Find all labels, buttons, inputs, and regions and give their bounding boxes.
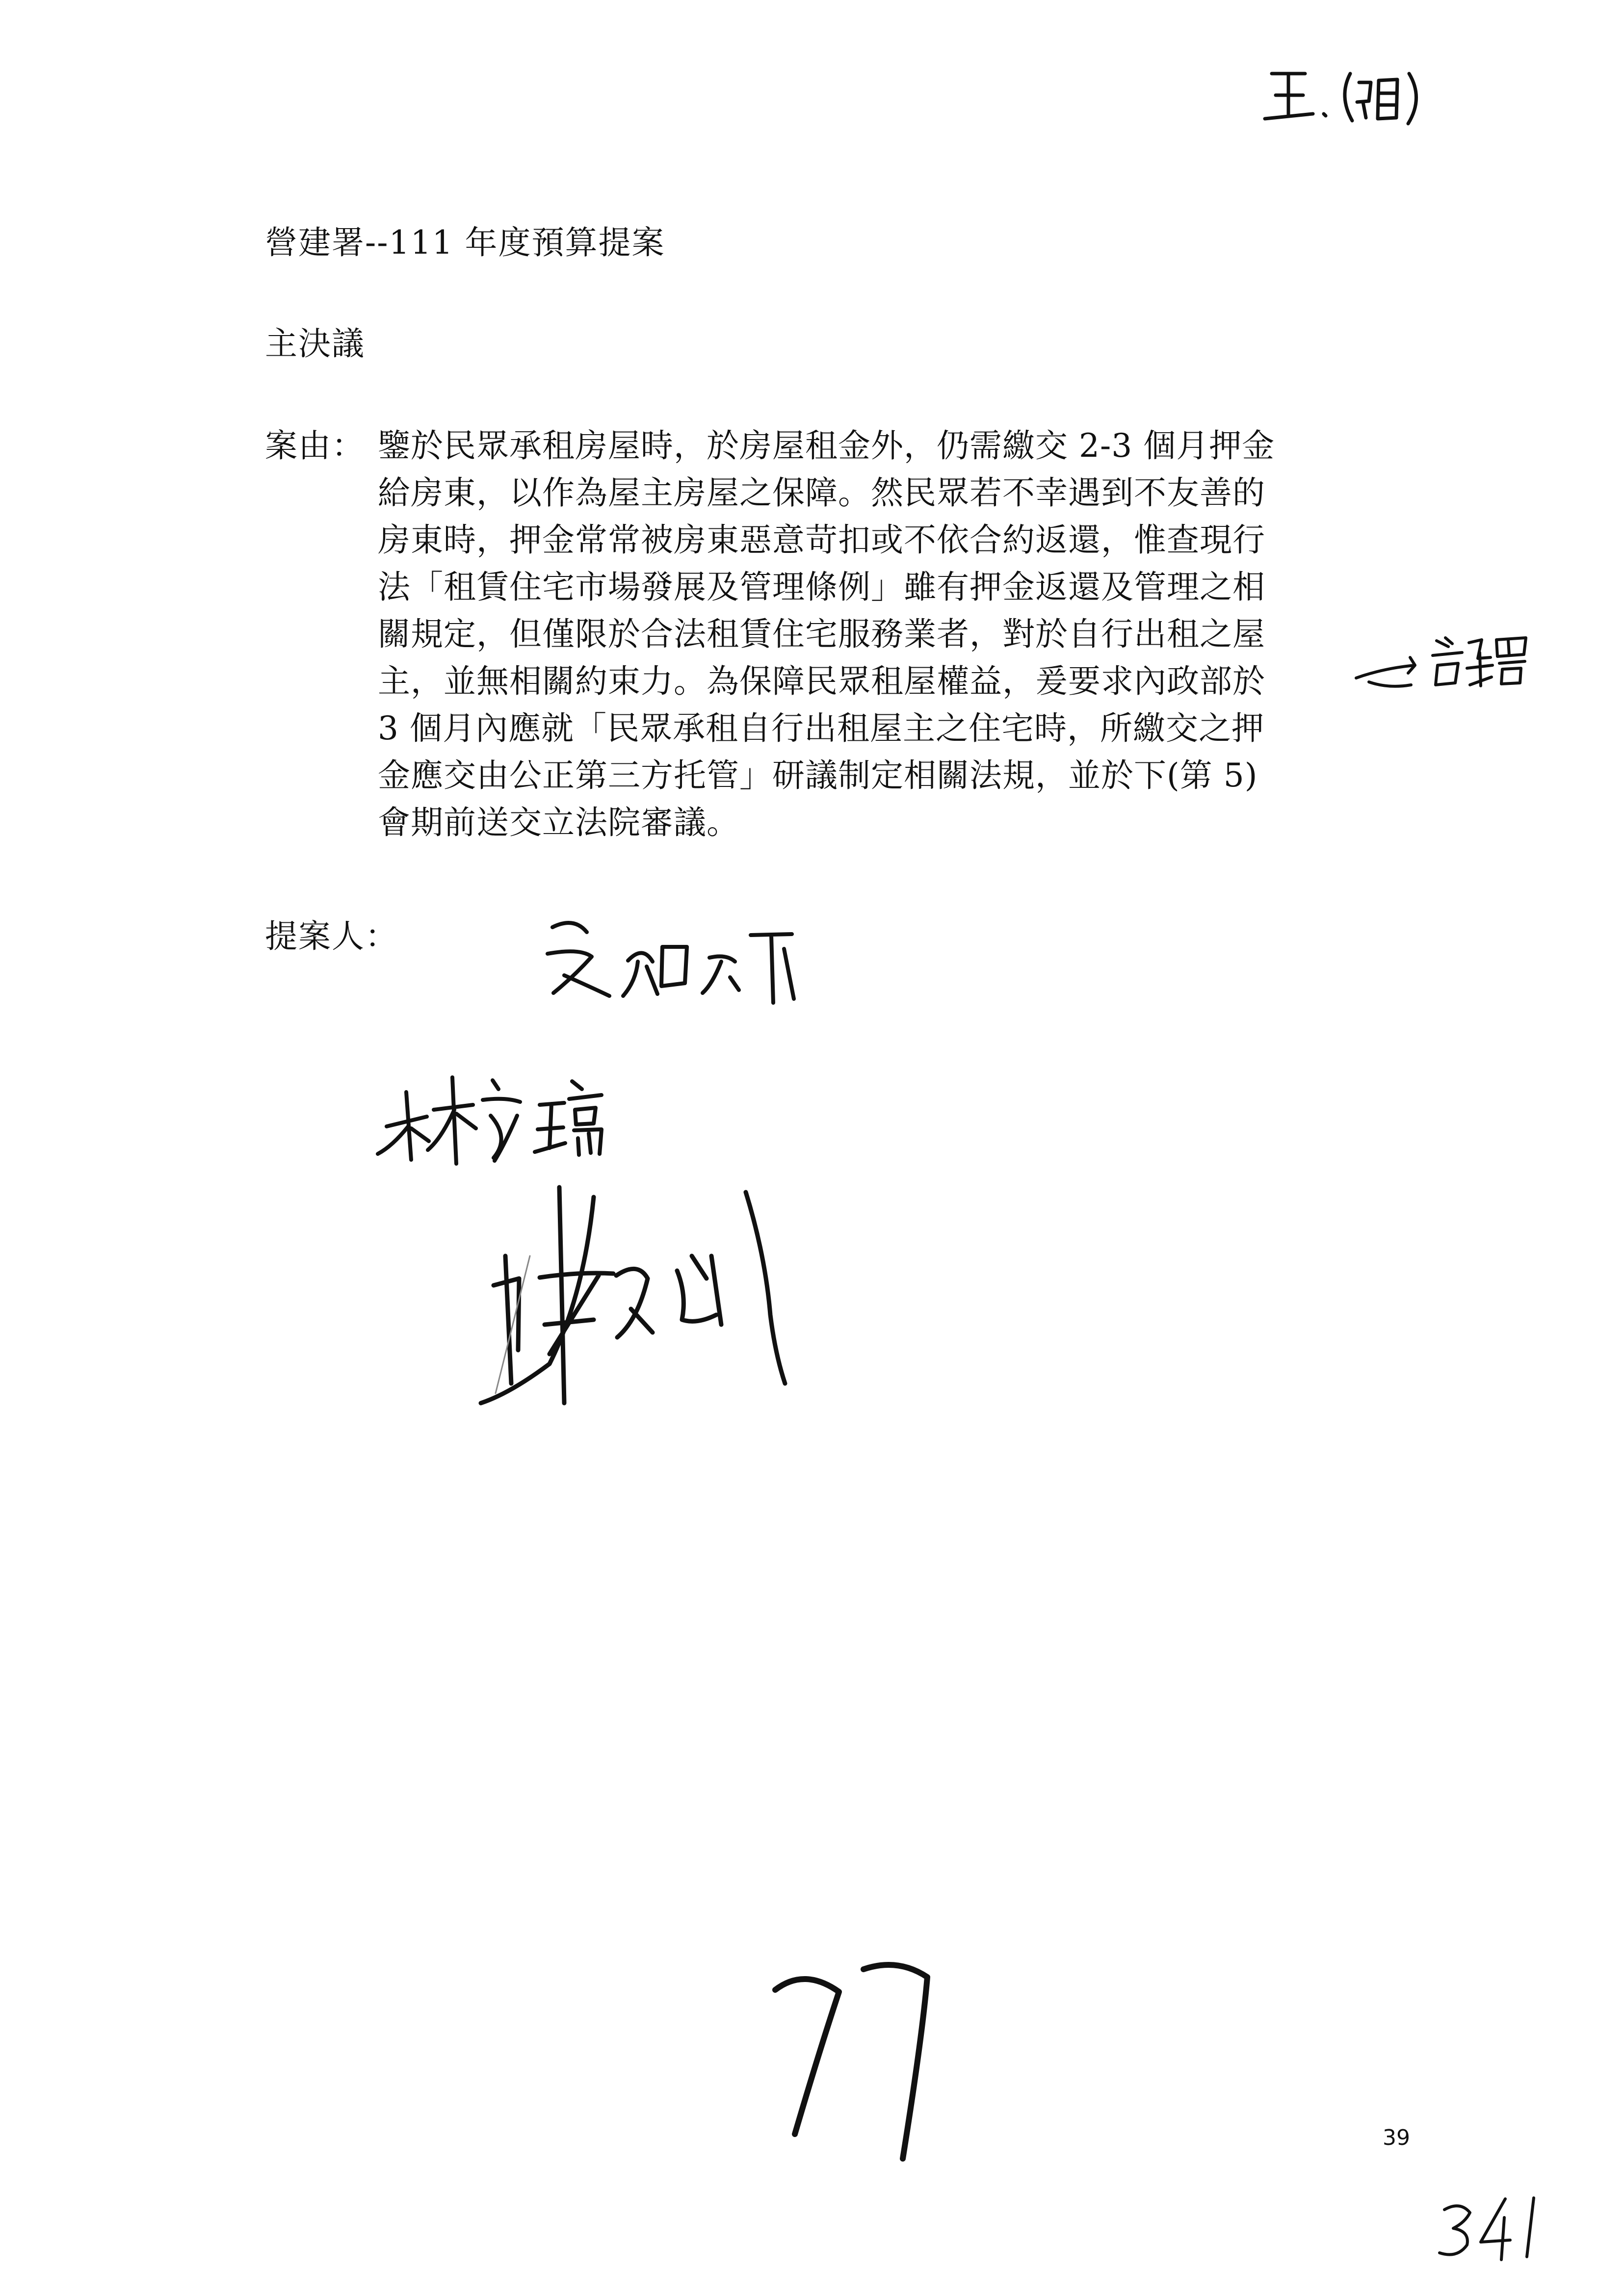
reason-line: 金應交由公正第三方托管」研議制定相關法規，並於下(第 5)	[378, 757, 1258, 794]
reason-line: 3 個月內應就「民眾承租自行出租屋主之住宅時，所繳交之押	[378, 709, 1264, 747]
handwritten-number-77	[775, 1965, 927, 2159]
reason-line: 法「租賃住宅市場發展及管理條例」雖有押金返還及管理之相	[378, 568, 1265, 606]
signature-2	[378, 1077, 602, 1164]
reason-label: 案由：	[265, 427, 365, 465]
corner-mark-handwriting	[1265, 74, 1416, 124]
reason-line: 給房東，以作為屋主房屋之保障。然民眾若不幸遇到不友善的	[378, 474, 1265, 512]
signature-3	[481, 1187, 785, 1403]
reason-line: 關規定，但僅限於合法租賃住宅服務業者，對於自行出租之屋	[378, 615, 1265, 653]
reason-line: 鑒於民眾承租房屋時，於房屋租金外，仍需繳交 2-3 個月押金	[378, 427, 1275, 465]
proposer-label: 提案人：	[265, 917, 398, 955]
document-title: 營建署--111 年度預算提案	[265, 224, 665, 261]
reason-text	[378, 422, 1408, 846]
document-subtitle: 主決議	[265, 325, 365, 363]
reason-line: 主，並無相關約束力。為保障民眾租屋權益，爰要求內政部於	[378, 662, 1265, 700]
reason-line: 會期前送交立法院審議。	[378, 804, 739, 841]
signature-1	[548, 923, 794, 1003]
stamp-number-341	[1440, 2198, 1534, 2260]
page-number: 39	[1383, 2125, 1410, 2150]
reason-line: 房東時，押金常常被房東惡意苛扣或不依合約返還，惟查現行	[378, 521, 1265, 559]
